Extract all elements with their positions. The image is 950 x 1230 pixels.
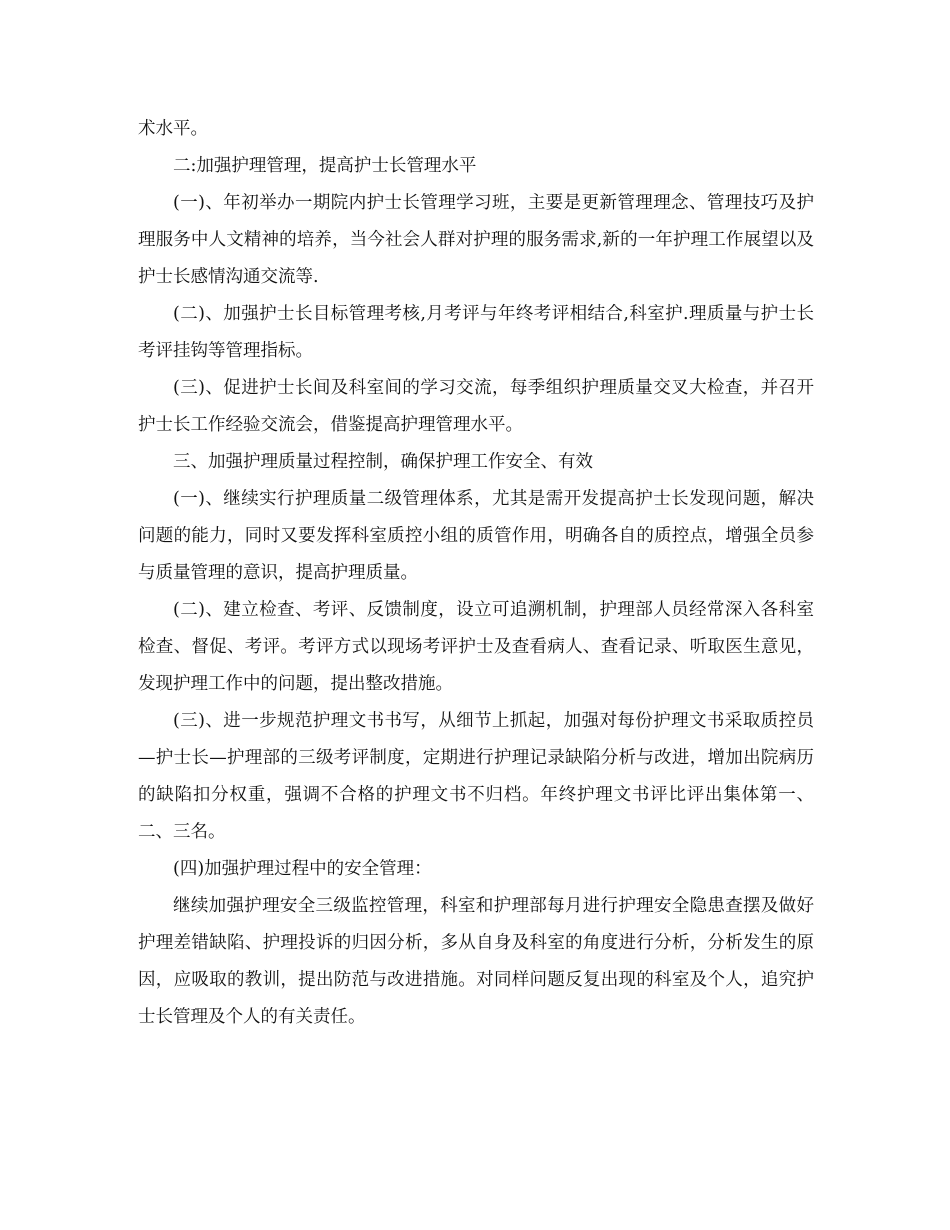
- section-heading-3: 三、加强护理质量过程控制，确保护理工作安全、有效: [173, 452, 593, 472]
- paragraph: (三)、促进护士长间及科室间的学习交流，每季组织护理质量交叉大检查，并召开护士长工作经验交流会，借鉴提高护理管理水平。: [138, 378, 814, 435]
- document-body: [138, 111, 814, 1036]
- paragraph: (二)、建立检查、考评、反馈制度，设立可追溯机制，护理部人员经常深入各科室检查、督促、考评。考评方式以现场考评护士及查看病人、查看记录、听取医生意见，发现护理工作中的问题，提出整改措施。: [138, 600, 814, 694]
- paragraph: (一)、继续实行护理质量二级管理体系，尤其是需开发提高护士长发现问题，解决问题的能力，同时又要发挥科室质控小组的质管作用，明确各自的质控点，增强全员参与质量管理的意识，提高护理质量。: [138, 489, 814, 583]
- paragraph: 继续加强护理安全三级监控管理，科室和护理部每月进行护理安全隐患查摆及做好护理差错缺陷、护理投诉的归因分析，多从自身及科室的角度进行分析，分析发生的原因，应吸取的教训，提出防范与改进措施。对同样问题反复出现的科室及个人，追究护士长管理及个人的有关责任。: [138, 896, 814, 1027]
- section-heading-2: 二:加强护理管理，提高护士长管理水平: [173, 156, 477, 176]
- paragraph: (三)、进一步规范护理文书书写，从细节上抓起，加强对每份护理文书采取质控员—护士长—护理部的三级考评制度，定期进行护理记录缺陷分析与改进，增加出院病历的缺陷扣分权重，强调不合格的护理文书不归档。年终护理文书评比评出集体第一、二、三名。: [138, 711, 814, 842]
- paragraph-continuation: 术水平。: [138, 119, 208, 139]
- subsection-heading: (四)加强护理过程中的安全管理：: [173, 859, 432, 879]
- paragraph: (二)、加强护士长目标管理考核,月考评与年终考评相结合,科室护.理质量与护士长考评挂钩等管理指标。: [138, 304, 814, 361]
- paragraph: (一)、年初举办一期院内护士长管理学习班，主要是更新管理理念、管理技巧及护理服务中人文精神的培养，当今社会人群对护理的服务需求,新的一年护理工作展望以及护士长感情沟通交流等.: [138, 193, 814, 287]
